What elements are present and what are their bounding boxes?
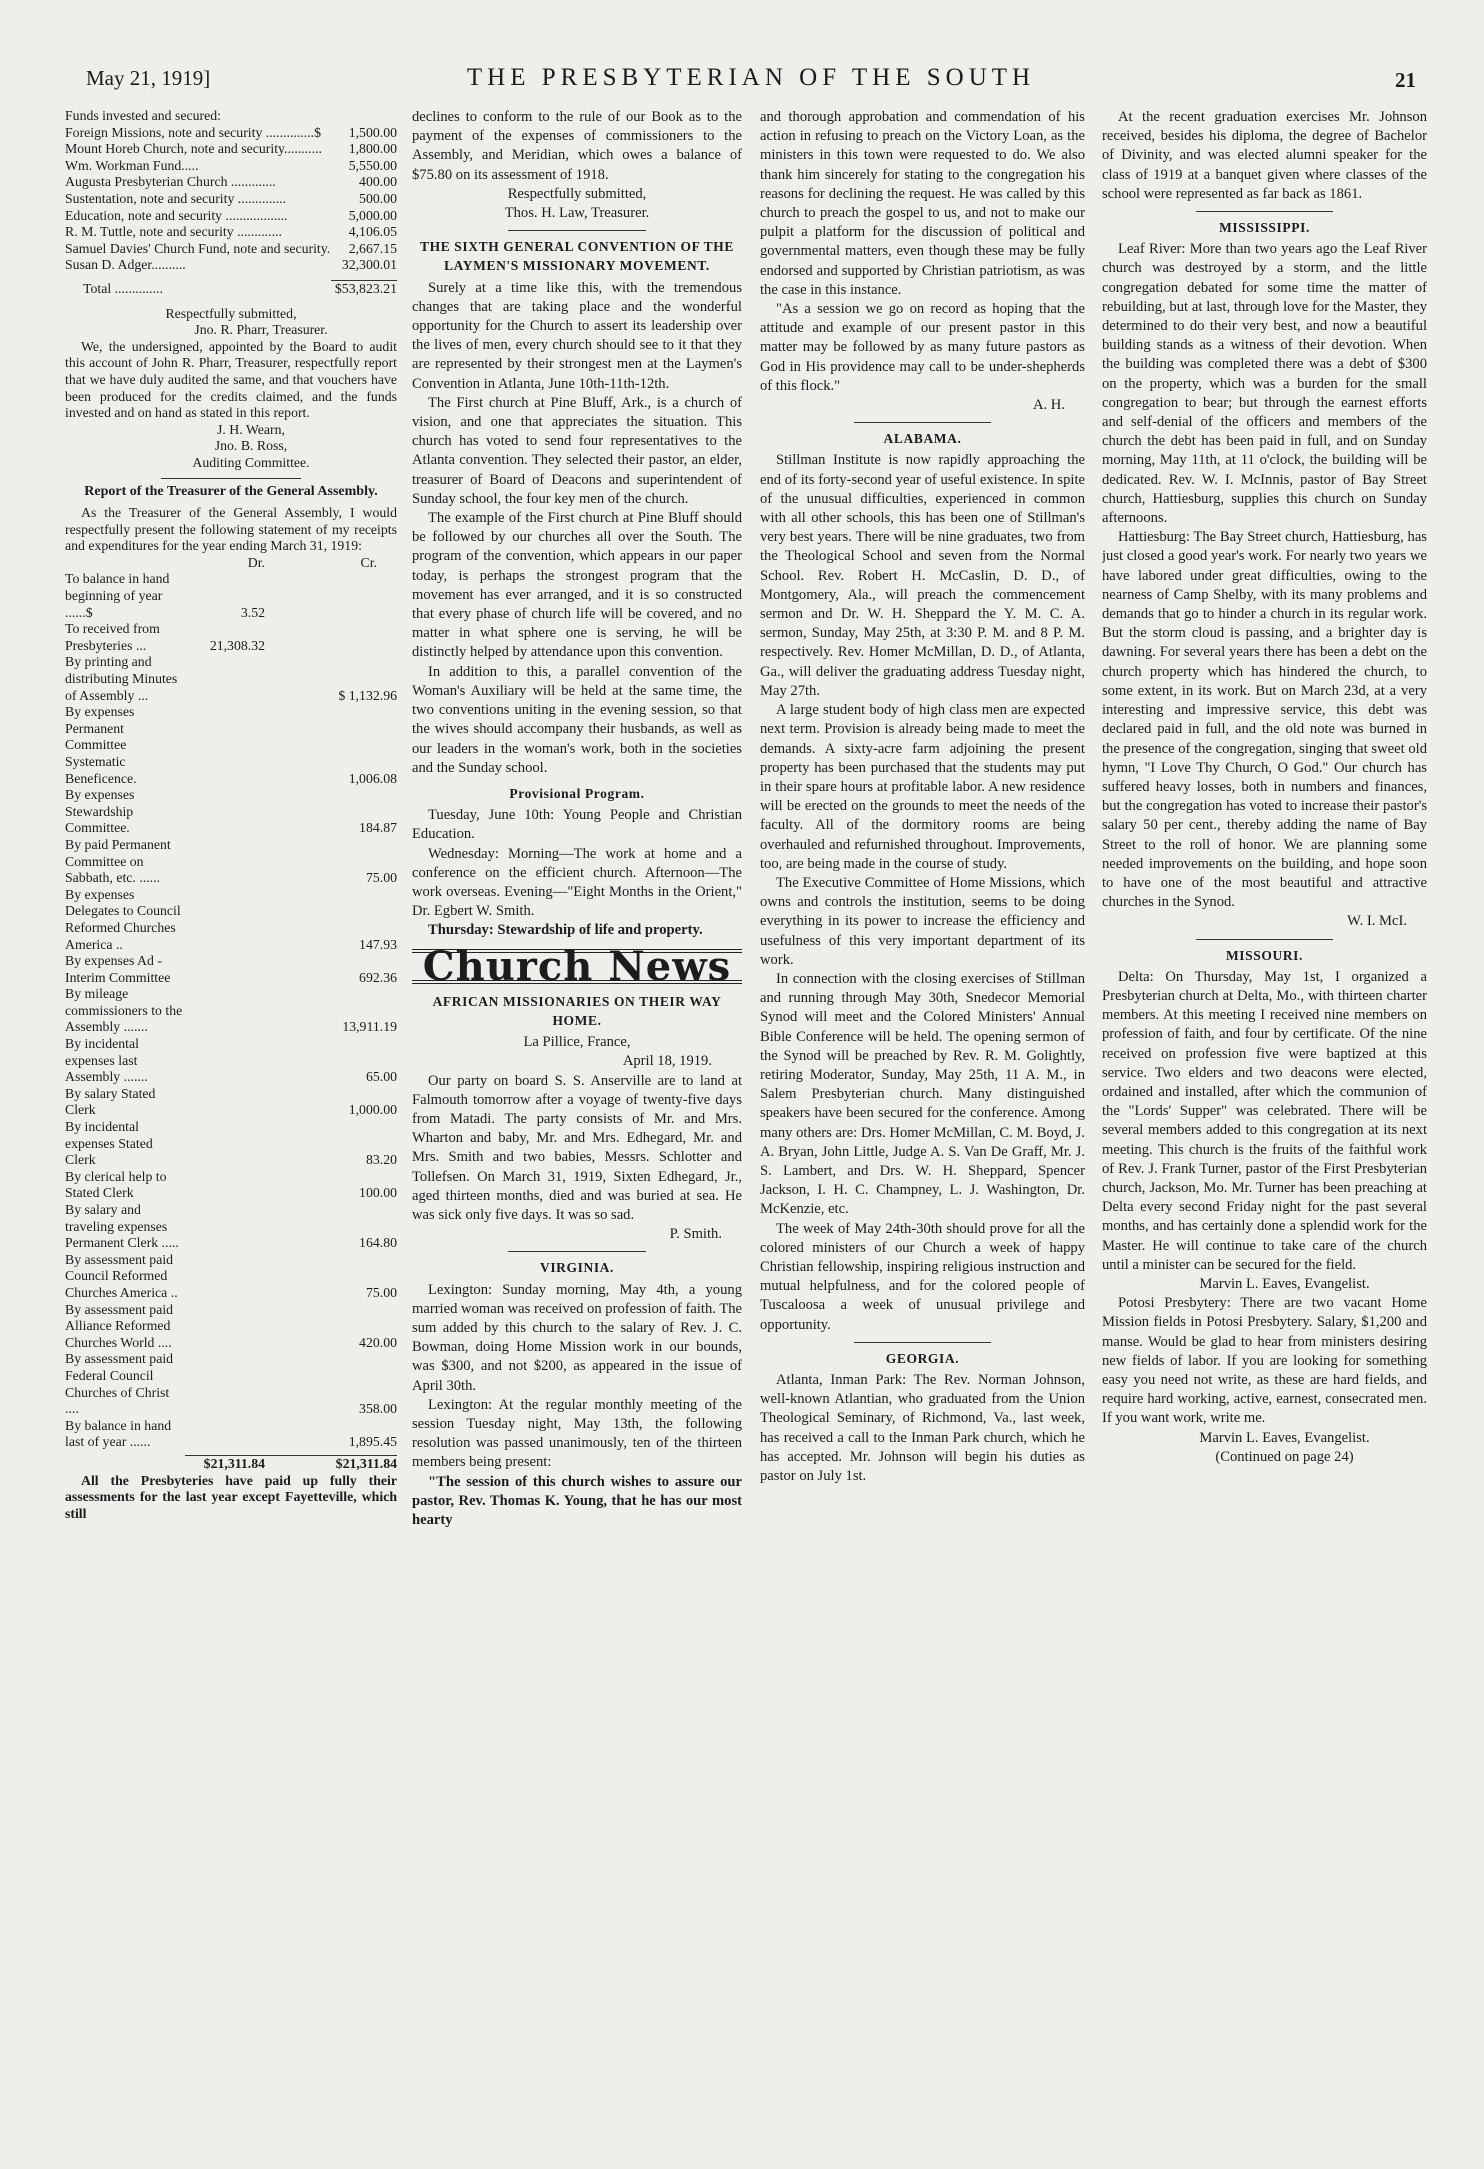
ledger-credit: 75.00	[365, 870, 397, 886]
mississippi-signature: W. I. McI.	[1347, 913, 1407, 930]
ledger-row	[65, 986, 397, 1036]
ledger-row	[65, 1036, 397, 1086]
ledger-debit: 21,308.32	[209, 637, 265, 653]
fund-row	[65, 174, 397, 191]
ledger-row	[65, 621, 397, 654]
fund-amount: 2,667.15	[348, 240, 397, 256]
fund-label: Augusta Presbyterian Church .............	[65, 174, 276, 190]
ledger-row	[65, 1086, 397, 1119]
publication-title: THE PRESBYTERIAN OF THE SOUTH	[466, 64, 1036, 91]
letter-place: La Pillice, France,	[523, 1034, 631, 1051]
ledger-credit: 1,895.45	[348, 1434, 397, 1450]
alabama-paragraph: The Executive Committee of Home Missions, which owns and controls the institution, seems to be doing everything in its power to increase the efficiency and usefulness of this very important department of its work.	[760, 874, 1085, 968]
resolution-continuation: and thorough approbation and commendation of his action in refusing to preach on the Victory Loan, as the ministers in this town were requested to do. We also thank him sincerely for stating to the congregation his reasons for declining the request. He was called by this church to preach the gospel to us, and not to make our pulpit a platform for the discussion of political and governmental matters, even though these may be fully endorsed and supported by Christian patriotism, as was the case in this instance.	[760, 109, 1085, 298]
funds-total-row	[65, 280, 397, 298]
fund-amount: 1,500.00	[348, 124, 397, 140]
alabama-paragraph: In connection with the closing exercises of Stillman and running through May 30th, Snedecor Memorial Synod will meet and the Colored Ministers' Annual Bible Conference will be held. The opening sermon of the Synod will be preached by Rev. R. M. Golightly, retiring Moderator, Sunday, May 25th, 11 A. M., in Salem Presbyterian church. Many distinguished speakers have been secured for the conference. Among many others are: Drs. Homer McMillan, C. M. Boyd, J. A. Bryan, John Little, Judge A. S. Van De Graff, Mr. J. S. Lambert, and Drs. W. H. Sheppard, Spencer Jackson, I. H. C. Champney, L. J. Washington, Dr. McKenzie, etc.	[760, 970, 1085, 1218]
treasurer-signature-2: Thos. H. Law, Treasurer.	[504, 205, 650, 222]
auditor-1: J. H. Wearn,	[217, 421, 285, 437]
ledger-credit: $ 1,132.96	[338, 687, 397, 703]
fund-row	[65, 208, 397, 225]
ledger-credit: 83.20	[365, 1152, 397, 1168]
ledger-label: By expenses Ad - Interim Committee	[65, 953, 171, 985]
ledger-label: By expenses Permanent Committee Systematic Beneficence.	[65, 704, 137, 786]
funds-list	[65, 125, 397, 274]
ledger-credit: 692.36	[359, 969, 397, 985]
page-number: 21	[1395, 68, 1416, 92]
divider	[1196, 211, 1333, 212]
ledger-credit: 147.93	[359, 936, 397, 952]
missouri-paragraph: Delta: On Thursday, May 1st, I organized a Presbyterian church at Delta, Mo., with thirteen charter members. At this meeting I received nine members on profession of faith, and four by certificate. Of the nine received on profession five were baptized at this service. Two elders and two deacons were elected, ordained and installed, after which the communion of the "Lords' Supper" was celebrated. There will be several members added to this congregation at its next meeting. This church is the fruits of the faithful work of Rev. J. Frank Turner, pastor of the First Presbyterian church, Jackson, Mo. Mr. Turner has been preaching at Delta every second Friday night for the past several months, and has certainly done a splendid work for the Master. He will continue to take care of the church until a minister can be secured for the field.	[1102, 968, 1427, 1273]
fund-row	[65, 224, 397, 241]
ledger-row	[65, 837, 397, 887]
ledger-row	[65, 571, 397, 621]
virginia-paragraph: Lexington: Sunday morning, May 4th, a young married woman was received on profession of faith. The sum added by this church to the salary of Rev. J. C. Bowman, doing Home Mission work in our bounds, was $300, and not $200, as appeared in the issue of April 30th.	[412, 1281, 742, 1394]
program-tuesday: Tuesday, June 10th: Young People and Christian Education.	[412, 807, 742, 843]
alabama-paragraph: A large student body of high class men are expected next term. Provision is already being made to meet the demands. A sixty-acre farm adjoining the present property has been purchased that the students may put in their spare hours at profitable labor. A new residence will be erected on the grounds to meet the needs of the faculty. All of the dormitory rooms are being overhauled and refurnished throughout. Improvements, too, are being made in the course of study.	[760, 702, 1085, 872]
ledger-debit: 3.52	[240, 604, 265, 620]
virginia-resolution: "The session of this church wishes to assure our pastor, Rev. Thomas K. Young, that he has our most hearty	[412, 1473, 742, 1529]
ledger-label: To received from Presbyteries ...	[65, 621, 160, 653]
ledger-row	[65, 1119, 397, 1169]
missouri-signature: Marvin L. Eaves, Evangelist.	[1199, 1275, 1370, 1292]
ledger-credit: 75.00	[365, 1284, 397, 1300]
ledger-row	[65, 1418, 397, 1451]
ledger-label: By salary Stated Clerk	[65, 1085, 156, 1118]
report-continuation: declines to conform to the rule of our Book as to the payment of the expenses of commissioners to the Assembly, and Meridian, which owes a balance of $75.80 on its assessment of 1918.	[412, 109, 742, 183]
missouri-signature: Marvin L. Eaves, Evangelist.	[1199, 1429, 1370, 1446]
ledger-table	[65, 571, 397, 1450]
letter-date: April 18, 1919.	[622, 1053, 712, 1070]
program-thursday: Thursday: Stewardship of life and property.	[428, 922, 703, 939]
alabama-paragraph: The week of May 24th-30th should prove for all the colored ministers of our Church a week of happy Christian fellowship, inspiring religious instruction and mutual helpfulness, and for the colored people of Tuscaloosa a week of unusual privilege and opportunity.	[760, 1220, 1085, 1333]
ledger-credit: 65.00	[365, 1069, 397, 1085]
convention-paragraph: In addition to this, a parallel convention of the Woman's Auxiliary will be held at the same time, the two conventions uniting in the evening session, so that the wives should accompany their husbands, as well as our leaders in the woman's work, both in the societies and the Sunday school.	[412, 663, 742, 776]
fund-row	[65, 158, 397, 175]
treasurer-report-title: Report of the Treasurer of the General Assembly.	[84, 484, 378, 500]
fund-row	[65, 141, 397, 158]
ledger-header	[65, 555, 397, 572]
ledger-label: To balance in hand beginning of year ......$	[65, 571, 170, 620]
page-header	[86, 58, 1416, 98]
funds-intro: Funds invested and secured:	[65, 108, 221, 123]
convention-paragraph: The example of the First church at Pine Bluff should be followed by our churches all over the South. The program of the convention, which appears in our paper today, is perhaps the strongest program that the movement has ever arranged, and it is so constructed that every phase of church life will be covered, and no matter in what sphere one is serving, he will be distinctly helped by attendance upon this convention.	[412, 510, 742, 661]
convention-paragraph: The First church at Pine Bluff, Ark., is a church of vision, and one that appreciates the situation. This church has voted to send four representatives to the Atlanta convention. They selected their pastor, an elder, treasurer of Board of Deacons and superintendent of Sunday school, the four key men of the church.	[412, 394, 742, 507]
column-2	[412, 108, 742, 2138]
mississippi-title: MISSISSIPPI.	[1219, 220, 1310, 236]
treasurer-signature: Jno. R. Pharr, Treasurer.	[194, 322, 328, 338]
ledger-row	[65, 704, 397, 787]
ledger-label: By expenses Stewardship Committee.	[65, 787, 135, 836]
divider	[854, 1342, 991, 1343]
ledger-credit: 100.00	[359, 1185, 397, 1201]
ledger-row	[65, 1351, 397, 1417]
alabama-title: ALABAMA.	[883, 431, 962, 447]
funds-total-amount: $53,823.21	[331, 280, 397, 298]
ledger-label: By incidental expenses last Assembly .......	[65, 1036, 148, 1085]
missouri-title: MISSOURI.	[1225, 947, 1304, 963]
ledger-credit: 1,000.00	[348, 1102, 397, 1118]
divider	[508, 230, 647, 231]
auditor-3: Auditing Committee.	[192, 454, 310, 470]
ledger-label: By assessment paid Alliance Reformed Churches World ....	[65, 1301, 174, 1350]
fund-row	[65, 191, 397, 208]
ledger-credit: 358.00	[359, 1401, 397, 1417]
auditor-2: Jno. B. Ross,	[214, 438, 288, 454]
convention-paragraph: Surely at a time like this, with the tremendous changes that are taking place and the wonderful opportunity for the Church to assert its leadership over the lives of men, every church should see to it that they are represented by their strongest men at the Laymen's Convention in Atlanta, June 10th-11th-12th.	[412, 279, 742, 392]
ledger-label: By assessment paid Council Reformed Churches America ..	[65, 1251, 178, 1300]
georgia-paragraph: Atlanta, Inman Park: The Rev. Norman Johnson, well-known Atlantian, who graduated from the Union Theological Seminary, of Richmond, Va., last week, has received a call to the Inman Park church, which he has accepted. Mr. Johnson will begin his duties as pastor on July 1st.	[760, 1372, 1085, 1485]
fund-label: Sustentation, note and security ..............	[65, 190, 287, 206]
letter-signature: P. Smith.	[669, 1226, 722, 1243]
mississippi-paragraph: Hattiesburg: The Bay Street church, Hattiesburg, has just closed a good year's work. For nearly two years we have labored under great difficulties, owing to the nearness of Camp Shelby, with its many problems and demands that go to hinder a church in its regular work. But the storm cloud is passing, and a brighter day is dawning. For several years there has been a debt on the church property which has hindered the church, to some extent, in its work. But on March 23d, at a very interesting and impressive service, this debt was declared paid in full, and the old note was burned in the presence of the congregation, singing that sweet old hymn, "I Love Thy Church, O God." Our church has suffered heavy losses, both in numbers and finances, but the congregation has voted to increase their pastor's salary 50 per cent., thereby adding the name of Bay Street to the roll of honor. We are planning some needed improvements on the building, and hope soon to have one of the most beautiful and attractive churches in the Synod.	[1102, 529, 1427, 911]
program-title: Provisional Program.	[509, 785, 645, 801]
divider	[161, 478, 300, 479]
convention-title: THE SIXTH GENERAL CONVENTION OF THE LAYMEN'S MISSIONARY MOVEMENT.	[420, 239, 734, 274]
ledger-label: By assessment paid Federal Council Churches of Christ ....	[65, 1351, 174, 1417]
ledger-row	[65, 1202, 397, 1252]
ledger-label: By clerical help to Stated Clerk	[65, 1168, 167, 1201]
debit-column-label: Dr.	[247, 554, 265, 570]
virginia-title: VIRGINIA.	[539, 1260, 615, 1276]
fund-label: R. M. Tuttle, note and security .............	[65, 224, 282, 240]
divider	[508, 1251, 647, 1252]
ledger-credit: 164.80	[359, 1235, 397, 1251]
divider	[854, 422, 991, 423]
ledger-label: By printing and distributing Minutes of Assembly ...	[65, 654, 178, 703]
fund-amount: 5,000.00	[348, 207, 397, 223]
fund-label: Education, note and security ..................	[65, 207, 288, 223]
ledger-label: By paid Permanent Committee on Sabbath, etc. ......	[65, 836, 171, 886]
submitted-line-2: Respectfully submitted,	[507, 185, 647, 202]
fund-amount: 1,800.00	[348, 141, 397, 157]
issue-date: May 21, 1919]	[86, 66, 211, 90]
ledger-row	[65, 1302, 397, 1352]
ledger-row	[65, 654, 397, 704]
ledger-row	[65, 1169, 397, 1202]
column-1	[65, 108, 397, 2138]
missouri-paragraph: Potosi Presbytery: There are two vacant Home Mission fields in Potosi Presbytery. Salary, $1,200 and manse. Would be glad to hear from ministers desiring new fields of labor. If you are looking for something easy you need not write, as these are hard fields, and require hard working, active, earnest, consecrated men. If you want work, write me.	[1102, 1295, 1427, 1427]
treasurer-report-intro: As the Treasurer of the General Assembly, I would respectfully present the following statement of my receipts and expenditures for the year ending March 31, 1919:	[65, 505, 397, 554]
ledger-label: By expenses Delegates to Council Reformed Churches America ..	[65, 886, 181, 952]
ledger-credit: 184.87	[359, 820, 397, 836]
fund-label: Wm. Workman Fund.....	[65, 157, 199, 173]
ledger-total-credit: $21,311.84	[265, 1455, 397, 1473]
ledger-label: By incidental expenses Stated Clerk	[65, 1119, 153, 1168]
assessment-note: All the Presbyteries have paid up fully their assessments for the last year except Fayetteville, which still	[65, 1472, 397, 1521]
fund-label: Foreign Missions, note and security ..............$	[65, 124, 321, 140]
audit-statement: We, the undersigned, appointed by the Board to audit this account of John R. Pharr, Treasurer, respectfully report that we have duly audited the same, and that vouchers have been produced for the credits claimed, and the funds invested and on hand as stated in this report.	[65, 338, 397, 421]
resolution-paragraph: "As a session we go on record as hoping that the attitude and example of our present pastor in this matter may be followed by as many future pastors as God in His providence may call to be under-shepherds of this flock."	[760, 301, 1085, 394]
fund-amount: 500.00	[359, 190, 397, 206]
column-4	[1102, 108, 1427, 2138]
mississippi-paragraph: Leaf River: More than two years ago the Leaf River church was destroyed by a storm, and the little congregation debated for some time the matter of rebuilding, but at last, through love for the Master, they determined to do their very best, and now a beautiful building stands as a witness of their devotion. When the building was completed there was a debt of $300 on the property, which was a burden for the small congregation to bear; but through the earnest efforts and self-denial of the officers and members of the church the debt has been paid in full, and on Sunday morning, May 11th, at 11 o'clock, the building will be dedicated. Rev. W. I. McInnis, pastor of Bay Street church, Hattiesburg, supplies this church on Sunday afternoons.	[1102, 241, 1427, 527]
african-missionaries-title: AFRICAN MISSIONARIES ON THEIR WAY HOME.	[432, 993, 722, 1028]
ledger-total-debit: $21,311.84	[185, 1455, 265, 1473]
fund-amount: 32,300.01	[341, 257, 397, 273]
ledger-credit: 420.00	[359, 1334, 397, 1350]
submitted-line: Respectfully submitted,	[165, 305, 297, 321]
fund-label: Susan D. Adger..........	[65, 257, 186, 273]
georgia-title: GEORGIA.	[885, 1350, 960, 1366]
continued-note: (Continued on page 24)	[1215, 1448, 1354, 1465]
program-wednesday: Wednesday: Morning—The work at home and a conference on the efficient church. Afternoon—The work overseas. Evening—"Eight Months in the Orient," Dr. Egbert W. Smith.	[412, 845, 742, 920]
fund-amount: 400.00	[359, 174, 397, 190]
virginia-paragraph: Lexington: At the regular monthly meeting of the session Tuesday night, May 13th, the following resolution was passed unanimously, ten of the thirteen members being present:	[412, 1396, 742, 1471]
ledger-row	[65, 1252, 397, 1302]
credit-column-label: Cr.	[360, 554, 377, 570]
fund-amount: 5,550.00	[348, 157, 397, 173]
ledger-label: By mileage commissioners to the Assembly .......	[65, 986, 183, 1035]
fund-amount: 4,106.05	[348, 224, 397, 240]
fund-label: Samuel Davies' Church Fund, note and security.	[65, 240, 331, 256]
ledger-row	[65, 787, 397, 837]
ledger-total-row	[65, 1455, 397, 1473]
alabama-paragraph: Stillman Institute is now rapidly approaching the end of its forty-second year of useful existence. In spite of the unusual difficulties, experienced in common with all other schools, this has been one of Stillman's very best years. There will be nine graduates, two from the Theological School and seven from the Normal School. Rev. Robert H. McCaslin, D. D., of Montgomery, Ala., will preach the commencement sermon and Dr. W. H. Sheppard the Y. M. C. A. sermon, Sunday, May 25th, at 3:30 P. M. and 8 P. M. respectively. Rev. Homer McMillan, D. D., of Atlanta, Ga., will deliver the graduating address Tuesday night, May 27th.	[760, 452, 1085, 699]
ledger-label: By salary and traveling expenses Permanent Clerk .....	[65, 1202, 179, 1251]
divider	[1196, 939, 1333, 940]
african-missionaries-paragraph: Our party on board S. S. Anserville are to land at Falmouth tomorrow after a voyage of twenty-five days from Matadi. The party consists of Mr. and Mrs. Wharton and baby, Mr. and Mrs. Edhegard, Mr. and Mrs. Smith and two babies, Messrs. Schlotter and Tollefsen. On March 31, 1919, Sixten Edhegard, Jr., aged thirteen months, died and was buried at sea. He was sick only five days. It was so sad.	[412, 1072, 742, 1223]
fund-row	[65, 257, 397, 274]
column-3	[760, 108, 1085, 2138]
ledger-credit: 1,006.08	[348, 770, 397, 786]
resolution-signature: A. H.	[1032, 397, 1065, 414]
georgia-paragraph: At the recent graduation exercises Mr. Johnson received, besides his diploma, the degree of Bachelor of Divinity, and was elected alumni speaker for the class of 1919 at a banquet given where classes of the school were represented as far back as 1861.	[1102, 109, 1427, 202]
ledger-credit: 13,911.19	[342, 1019, 397, 1035]
ledger-row	[65, 953, 397, 986]
fund-row	[65, 241, 397, 258]
ledger-row	[65, 887, 397, 953]
fund-row	[65, 125, 397, 142]
fund-label: Mount Horeb Church, note and security...........	[65, 141, 322, 157]
church-news-masthead: Church News	[412, 949, 742, 984]
funds-total-label: Total ..............	[83, 280, 163, 296]
ledger-label: By balance in hand last of year ......	[65, 1417, 172, 1450]
